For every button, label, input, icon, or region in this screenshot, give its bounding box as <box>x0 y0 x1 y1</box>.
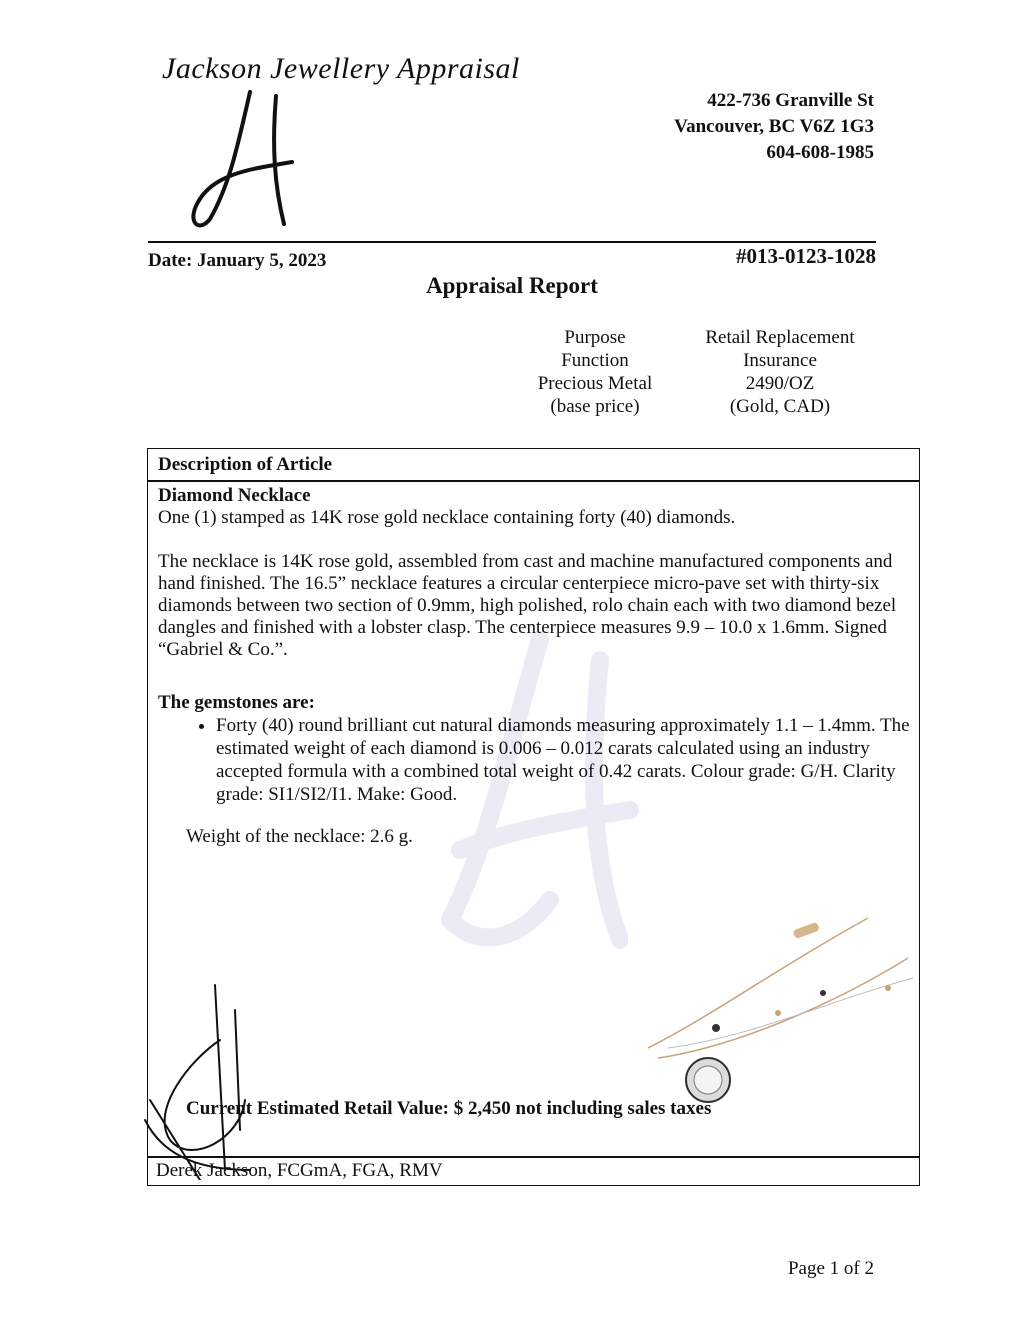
estimated-value-label: Current Estimated Retail Value: <box>186 1098 449 1119</box>
phone-number: 604-608-1985 <box>766 142 874 163</box>
estimated-value-note: not including sales taxes <box>515 1098 712 1119</box>
detail-key: Precious Metal <box>537 373 653 394</box>
details-values <box>690 326 870 418</box>
article-summary: One (1) stamped as 14K rose gold necklace containing forty (40) diamonds. <box>158 507 736 528</box>
company-monogram-logo <box>188 84 308 234</box>
appraiser-signature <box>130 980 270 1180</box>
gemstones-heading: The gemstones are: <box>158 692 315 713</box>
address-line-1: 422-736 Granville St <box>707 90 874 111</box>
detail-key: Purpose <box>564 327 626 348</box>
description-heading: Description of Article <box>158 454 333 475</box>
signature-line <box>148 1156 919 1158</box>
page-number: Page 1 of 2 <box>787 1258 874 1279</box>
description-heading-divider <box>148 480 919 482</box>
appraiser-name: Derek Jackson, FCGmA, FGA, RMV <box>156 1160 443 1181</box>
report-title: Appraisal Report <box>426 273 598 298</box>
details-keys <box>520 326 670 418</box>
detail-key: Function <box>561 350 629 371</box>
necklace-photo <box>628 898 918 1108</box>
report-number: #013-0123-1028 <box>736 244 876 268</box>
detail-value: (Gold, CAD) <box>729 396 831 417</box>
estimated-value-amount: $ 2,450 <box>453 1098 511 1119</box>
gemstone-item: • Forty (40) round brilliant cut natural diamonds measuring approximately 1.1 – 1.4mm. The estimated weight of each diamond is 0.006 – 0.012 carats calculated using an industry accepted formula with a combined total weight of 0.42 carats. Colour grade: G/H. Clarity grade: SI1/SI2/I1. Make: Good. <box>216 714 916 806</box>
address-line-2: Vancouver, BC V6Z 1G3 <box>674 116 874 137</box>
report-date: Date: January 5, 2023 <box>148 250 327 271</box>
company-logo-text: Jackson Jewellery Appraisal <box>162 52 520 85</box>
detail-value: Insurance <box>743 350 817 371</box>
article-detail: The necklace is 14K rose gold, assembled from cast and machine manufactured components and hand finished. The 16.5” necklace features a circular centerpiece micro-pave set with thirty-six diamonds between two section of 0.9mm, high polished, rolo chain each with two diamond bezel dangles and finished with a lobster clasp. The centerpiece measures 9.9 – 10.0 x 1.6mm. Signed “Gabriel & Co.”. <box>158 551 897 660</box>
header-divider <box>148 241 876 243</box>
article-name: Diamond Necklace <box>158 485 311 506</box>
necklace-weight: Weight of the necklace: 2.6 g. <box>186 826 413 847</box>
detail-key: (base price) <box>550 396 640 417</box>
gemstones-list <box>186 714 916 806</box>
detail-value: Retail Replacement <box>705 327 855 348</box>
detail-value: 2490/OZ <box>745 373 815 394</box>
